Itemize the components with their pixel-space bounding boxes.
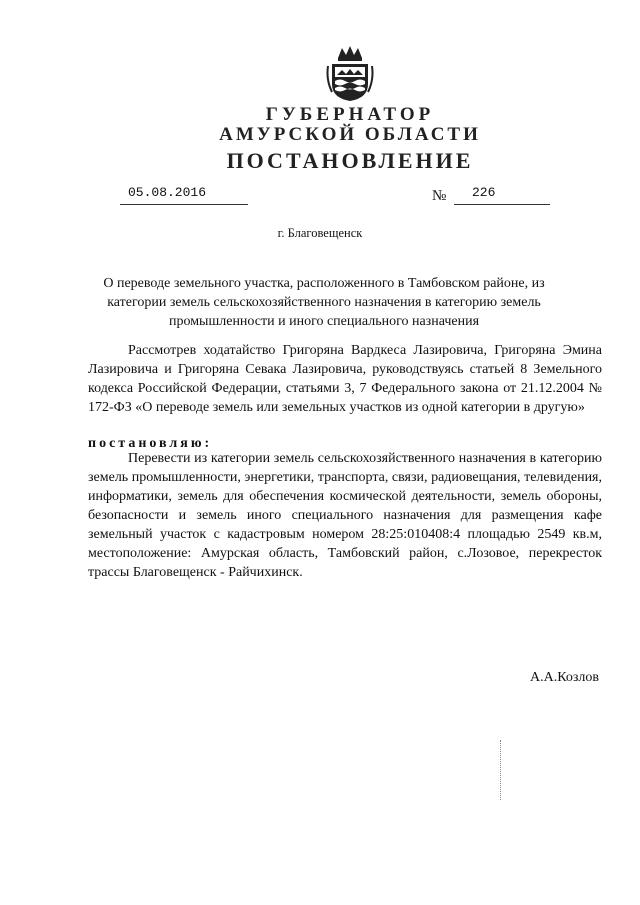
city-location: г. Благовещенск <box>277 226 363 240</box>
document-type: ПОСТАНОВЛЕНИЕ <box>226 148 474 173</box>
signature-name: А.А.Козлов <box>530 670 599 685</box>
coat-of-arms-icon <box>324 44 376 102</box>
margin-mark <box>500 740 501 800</box>
decree-paragraph: Перевести из категории земель сельскохозяйственного назначения в категорию земель промышленности, энергетики, транспорта, связи, радиовещания, телевидения, информатики, земель для обеспечения космической деятельности, земель обороны, безопасности и земель иного специального назначения для размещения кафе земельный участок с кадастровым номером 28:25:010408:4 площадью 2549 кв.м, местоположение: Амурская область, Тамбовский район, с.Лозовое, перекресток трассы Благовещенск - Райчихинск. <box>88 451 602 580</box>
document-number: 226 <box>472 185 496 200</box>
preamble-paragraph: Рассмотрев ходатайство Григоряна Вардкеса Лазировича, Григоряна Эмина Лазировича и Григоряна Севака Лазировича, руководствуясь статьей 8 Земельного кодекса Российской Федерации, статьями 3, 7 Федерального закона от 21.12.2004 № 172-ФЗ «О переводе земель или земельных участков из одной категории в другую» <box>88 343 602 415</box>
governor-title: ГУБЕРНАТОР <box>265 104 435 125</box>
decree-word: постановляю: <box>88 436 213 451</box>
document-subject: О переводе земельного участка, расположенного в Тамбовском районе, из категории земель сельскохозяйственного назначения в категорию земель промышленности и иного специального назначения <box>103 276 545 329</box>
document-date: 05.08.2016 <box>128 185 207 200</box>
number-underline <box>454 204 550 205</box>
date-underline <box>120 204 248 205</box>
number-sign: № <box>432 188 447 204</box>
region-title: АМУРСКОЙ ОБЛАСТИ <box>219 124 481 145</box>
